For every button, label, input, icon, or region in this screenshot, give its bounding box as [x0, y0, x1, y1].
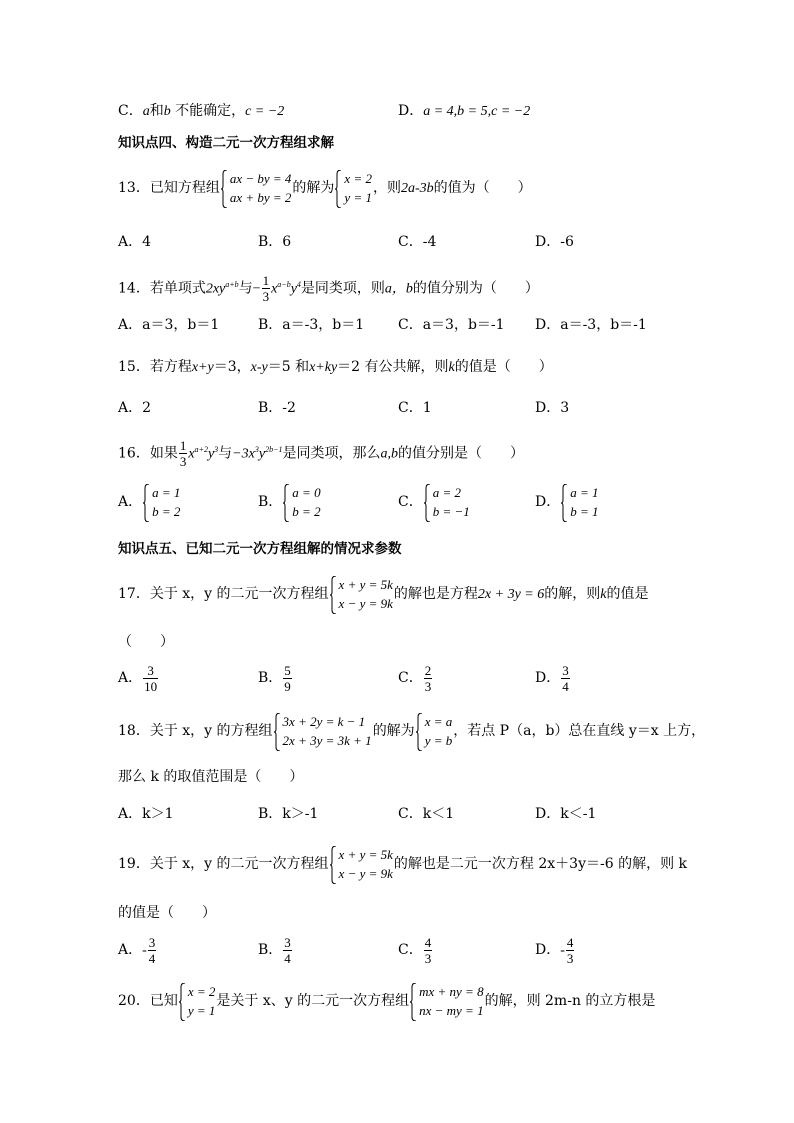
q18-equation-system: 3x + 2y = k − 1 2x + 3y = 3k + 1 [274, 712, 372, 750]
q13-equation-system: ax − by = 4 ax + by = 2 [221, 169, 292, 207]
q14-option-d[interactable]: D．a＝-3，b＝-1 [535, 317, 647, 333]
q13-option-d[interactable]: D．-6 [535, 234, 574, 250]
q18-option-c[interactable]: C．k＜1 [398, 806, 455, 822]
q12-option-d[interactable]: D．a = 4,b = 5,c = −2 [398, 103, 531, 119]
q20-equation-system: mx + ny = 8 nx − my = 1 [410, 982, 483, 1020]
q16-option-a[interactable]: A． a = 1 b = 2 [118, 482, 181, 522]
q16-option-c[interactable]: C． a = 2 b = −1 [398, 482, 471, 522]
q17-option-b[interactable]: B． $\frac{5}{9}$ [258, 662, 291, 694]
q19-option-b[interactable]: B． $\frac{3}{4}$ [258, 934, 291, 966]
q14-fraction: $\frac{1}{3}$ [262, 273, 270, 305]
q18-option-b[interactable]: B．k＞-1 [258, 806, 319, 822]
q16-stem: 16．如果 $\frac{1}{3}$ $x^{a+2}y^3$与$-3x^3y^{2b-1}$是同类项，那么a,b的值分别是（ ） [118, 438, 524, 470]
q19-stem-line2: 的值是（ ） [118, 905, 216, 921]
q17-stem: 17．关于 x，y 的二元一次方程组 x + y = 5k x − y = 9k 的解也是方程2x + 3y = 6的解，则k的值是 [118, 574, 648, 615]
q15-option-c[interactable]: C．1 [398, 400, 432, 416]
q13-solution-system: x = 2 y = 1 [335, 169, 372, 207]
q19-option-c[interactable]: C． $\frac{4}{3}$ [398, 934, 432, 966]
q18-option-d[interactable]: D．k＜-1 [535, 806, 597, 822]
q14-stem: 14．若单项式$2xy^{a+b}$与− $\frac{1}{3}$ $x^{a-b}y^4$是同类项，则a，b的值分别为（ ） [118, 273, 539, 305]
q19-equation-system: x + y = 5k x − y = 9k [330, 845, 393, 883]
q20-solution-system: x = 2 y = 1 [179, 982, 216, 1020]
q20-stem: 20．已知 x = 2 y = 1 是关于 x、y 的二元一次方程组 mx + ny = 8 nx − my = 1 的解，则 2m-n 的立方根是 [118, 980, 655, 1022]
q19-option-d[interactable]: D．- $\frac{4}{3}$ [535, 934, 574, 966]
q18-option-a[interactable]: A．k＞1 [118, 806, 174, 822]
q17-option-c[interactable]: C． $\frac{2}{3}$ [398, 662, 432, 694]
section-4-heading: 知识点四、构造二元一次方程组求解 [118, 135, 334, 151]
q13-stem: 13．已知方程组 ax − by = 4 ax + by = 2 的解为 x = 2 y = 1 ，则2a-3b的值为（ ） [118, 168, 532, 209]
q15-stem: 15．若方程x+y＝3，x-y＝5 和x+ky＝2 有公共解，则k的值是（ ） [118, 359, 553, 375]
q15-option-a[interactable]: A．2 [118, 400, 152, 416]
q13-option-a[interactable]: A．4 [118, 234, 152, 250]
q19-stem: 19．关于 x，y 的二元一次方程组 x + y = 5k x − y = 9k 的解也是二元一次方程 2x＋3y＝-6 的解，则 k [118, 844, 687, 884]
q13-option-c[interactable]: C．-4 [398, 234, 437, 250]
q15-option-d[interactable]: D．3 [535, 400, 570, 416]
q17-option-a[interactable]: A． $\frac{3}{10}$ [118, 662, 158, 694]
q16-fraction: $\frac{1}{3}$ [179, 438, 187, 470]
section-5-heading: 知识点五、已知二元一次方程组解的情况求参数 [118, 541, 402, 557]
q13-option-b[interactable]: B．6 [258, 234, 292, 250]
q18-solution-system: x = a y = b [416, 712, 453, 750]
q12-option-c[interactable]: C．a和b 不能确定，c = −2 [118, 103, 285, 119]
q14-option-b[interactable]: B．a＝-3，b＝1 [258, 317, 365, 333]
q19-option-a[interactable]: A．- $\frac{3}{4}$ [118, 934, 156, 966]
q17-equation-system: x + y = 5k x − y = 9k [330, 575, 393, 613]
q18-stem-line2: 那么 k 的取值范围是（ ） [118, 769, 304, 785]
q14-option-c[interactable]: C．a＝3，b＝-1 [398, 317, 505, 333]
q17-answer-paren: （ ） [118, 634, 174, 650]
q16-option-d[interactable]: D． a = 1 b = 1 [535, 482, 600, 522]
q18-stem: 18．关于 x，y 的方程组 3x + 2y = k − 1 2x + 3y = 3k + 1 的解为 x = a y = b ，若点 P（a，b）总在直线 y＝x 上方， [118, 710, 705, 752]
q16-option-b[interactable]: B． a = 0 b = 2 [258, 482, 322, 522]
q17-option-d[interactable]: D． $\frac{3}{4}$ [535, 662, 569, 694]
q14-option-a[interactable]: A．a＝3，b＝1 [118, 317, 220, 333]
q15-option-b[interactable]: B．-2 [258, 400, 296, 416]
